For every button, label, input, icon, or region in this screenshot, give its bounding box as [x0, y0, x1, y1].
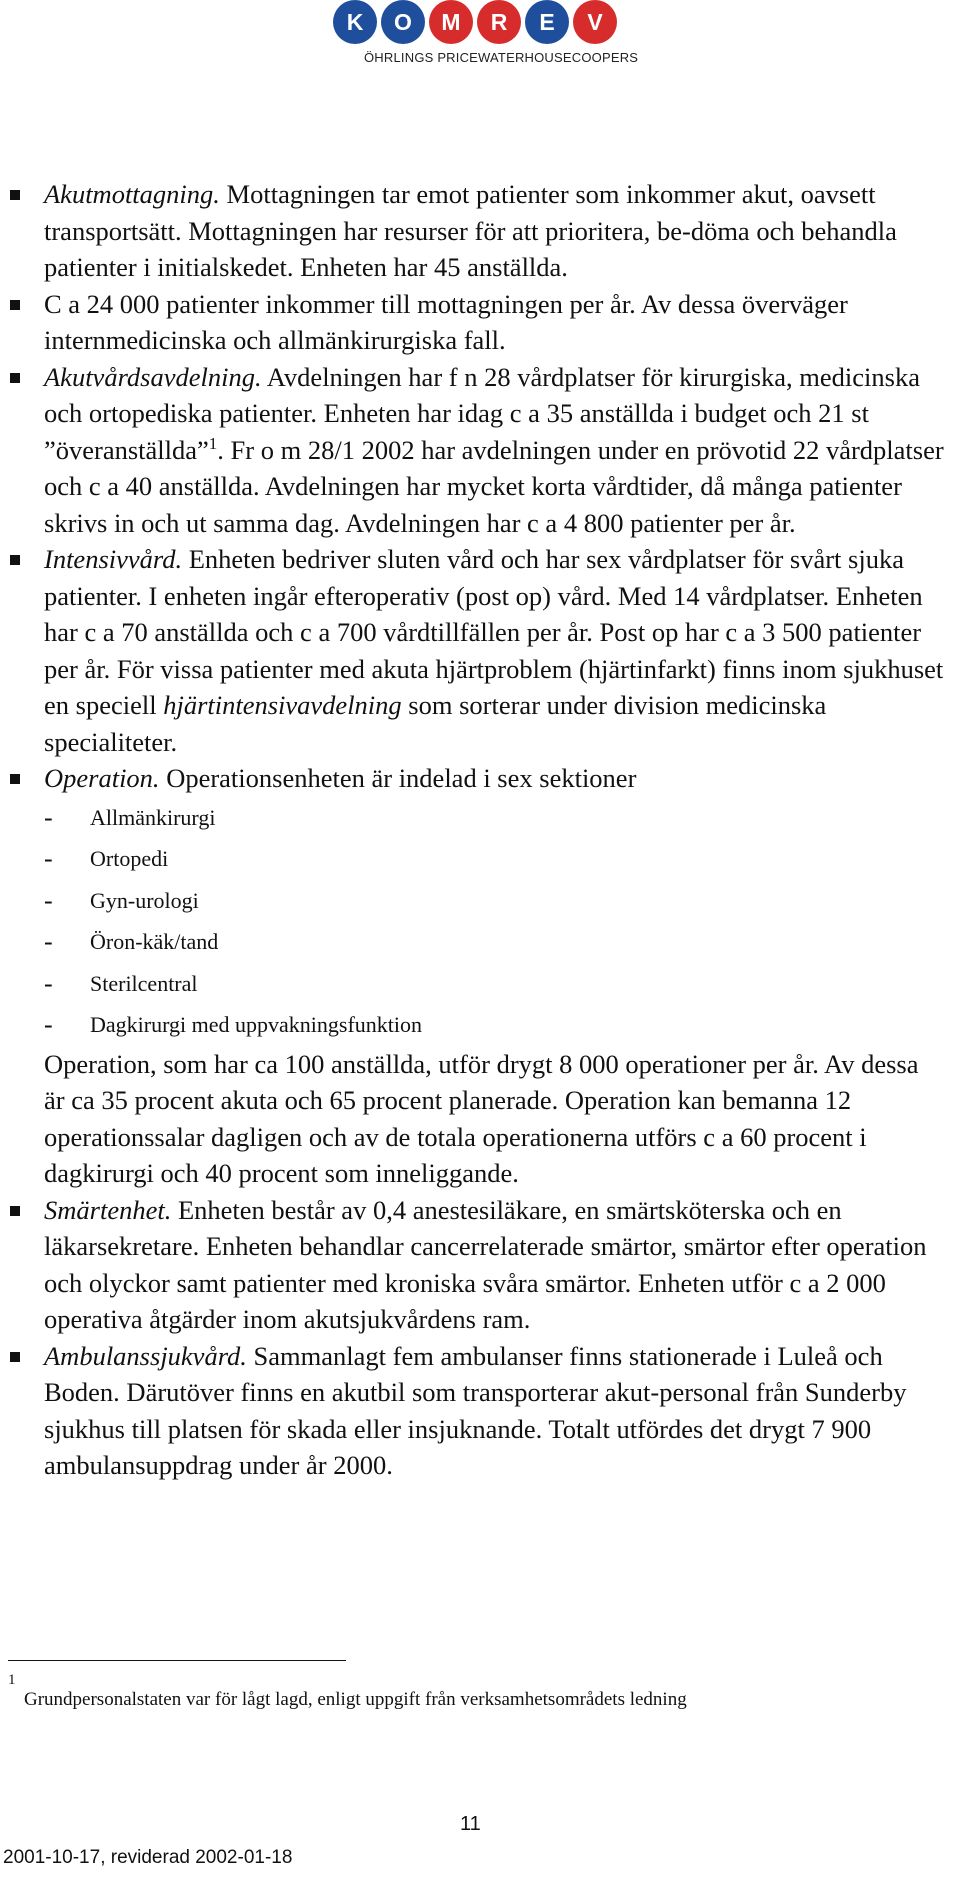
- footnote-reference: 1: [208, 433, 218, 453]
- section-italic-term: hjärtintensivavdelning: [163, 690, 402, 720]
- list-item-text: Gyn-urologi: [90, 887, 199, 913]
- section-operation: [44, 760, 944, 797]
- bullet-icon: [10, 774, 20, 784]
- list-item: [44, 1004, 944, 1046]
- bullet-icon: [10, 373, 20, 383]
- list-item: [44, 797, 944, 839]
- page-number: 11: [460, 1813, 481, 1835]
- section-text: Mottagningen tar emot patienter som inkommer akut, oavsett transportsätt. Mottagningen har resurser för att prioritera, be-döma och behandla patienter i initialskedet. Enheten har 45 anställda.: [44, 179, 897, 282]
- document-body: [44, 176, 944, 1484]
- dash-marker: -: [44, 802, 53, 832]
- logo-letter-o: O: [381, 0, 425, 44]
- section-lead: Akutmottagning.: [44, 179, 220, 209]
- revision-date: 2001-10-17, reviderad 2002-01-18: [3, 1847, 293, 1868]
- logo-letter-m: M: [429, 0, 473, 44]
- bullet-icon: [10, 1352, 20, 1362]
- dash-marker: -: [44, 844, 53, 873]
- logo-letter-k: K: [333, 0, 377, 44]
- section-intensivvard: [44, 541, 944, 760]
- section-text: C a 24 000 patienter inkommer till mottagningen per år. Av dessa överväger internmedicinska och allmänkirurgiska fall.: [44, 288, 848, 355]
- bullet-icon: [10, 300, 20, 310]
- bullet-icon: [10, 190, 20, 200]
- section-text: Enheten består av 0,4 anestesiläkare, en smärtsköterska och en läkarsekretare. Enheten behandlar cancerrelaterade smärtor, smärtor efter operation och olyckor samt patienter med kroniska svåra smärtor. Enheten utför c a 2 000 operativa åtgärder inom akutsjukvårdens ram.: [44, 1194, 927, 1334]
- section-akutvardsavdelning: [44, 359, 944, 542]
- dash-marker: -: [44, 968, 53, 998]
- operation-summary: [44, 1046, 944, 1192]
- header-logo: [0, 0, 960, 75]
- section-text: Avdelningen har f n 28 vårdplatser för kirurgiska, medicinska och ortopediska patienter. Enheten har idag c a 35 anställda i budget och 21 st ”överanställda”: [44, 361, 920, 465]
- list-item: [44, 963, 944, 1005]
- section-lead: Operation.: [44, 763, 160, 793]
- section-lead: Akutvårdsavdelning.: [44, 361, 262, 392]
- bullet-icon: [10, 555, 20, 565]
- dash-marker: -: [44, 1010, 53, 1039]
- footnote-mark: 1: [8, 1672, 16, 1688]
- list-item-text: Dagkirurgi med uppvakningsfunktion: [90, 1012, 422, 1037]
- dash-marker: -: [44, 927, 53, 956]
- logo-letter-r: R: [477, 0, 521, 44]
- bullet-icon: [10, 1206, 20, 1216]
- list-item-text: Allmänkirurgi: [90, 804, 216, 830]
- footnote-divider: [8, 1660, 346, 1661]
- section-text: Sammanlagt fem ambulanser finns stationerade i Luleå och Boden. Därutöver finns en akutbil som transporterar akut-personal från Sunderby sjukhus till platsen för skada eller insjuknande. Totalt utfördes det drygt 7 900 ambulansuppdrag under år 2000.: [44, 1340, 907, 1480]
- section-smartenhet: [44, 1192, 944, 1338]
- list-item: [44, 838, 944, 880]
- section-lead: Ambulanssjukvård.: [44, 1340, 247, 1371]
- footnote-text: Grundpersonalstaten var för lågt lagd, enligt uppgift från verksamhetsområdets ledning: [24, 1689, 687, 1710]
- section-akutmottagning: [44, 176, 944, 286]
- list-item: [44, 921, 944, 963]
- section-text: Operationsenheten är indelad i sex sektioner: [159, 763, 637, 793]
- section-ambulanssjukvard: [44, 1338, 944, 1484]
- logo-letter-v: V: [573, 0, 617, 44]
- section-lead: Intensivvård.: [44, 544, 183, 574]
- operation-sections-list: [44, 797, 944, 1046]
- logo-subtitle: ÖHRLINGS PRICEWATERHOUSECOOPERS: [364, 50, 639, 65]
- section-text-continued: som sorterar under division medicinska specialiteter.: [44, 690, 827, 757]
- dash-marker: -: [44, 885, 53, 915]
- list-item-text: Sterilcentral: [90, 970, 198, 996]
- section-text: Operation, som har ca 100 anställda, utför drygt 8 000 operationer per år. Av dessa är ca 35 procent akuta och 65 procent planerade. Operation kan bemanna 12 operationssalar dagligen och av de totala operationerna utförs c a 60 procent i dagkirurgi och 40 procent som inneliggande.: [44, 1048, 919, 1188]
- list-item-text: Öron-käk/tand: [90, 929, 219, 954]
- list-item-text: Ortopedi: [90, 846, 169, 871]
- section-lead: Smärtenhet.: [44, 1194, 172, 1225]
- section-text: Enheten bedriver sluten vård och har sex vårdplatser för svårt sjuka patienter. I enheten ingår efteroperativ (post op) vård. Med 14 vårdplatser. Enheten har c a 70 anställda och c a 700 vårdtillfällen per år. Post op har c a 3 500 patienter per år. För vissa patienter med akuta hjärtproblem (hjärtinfarkt) finns inom sjukhuset en speciell: [44, 544, 944, 720]
- section-patienter: [44, 286, 944, 359]
- logo-letter-e: E: [525, 0, 569, 44]
- list-item: [44, 880, 944, 922]
- section-text-continued: . Fr o m 28/1 2002 har avdelningen under en prövotid 22 vårdplatser och c a 40 anställda. Avdelningen har mycket korta vårdtider, då många patienter skrivs in och ut samma dag. Avdelningen har c a 4 800 patienter per år.: [44, 434, 944, 538]
